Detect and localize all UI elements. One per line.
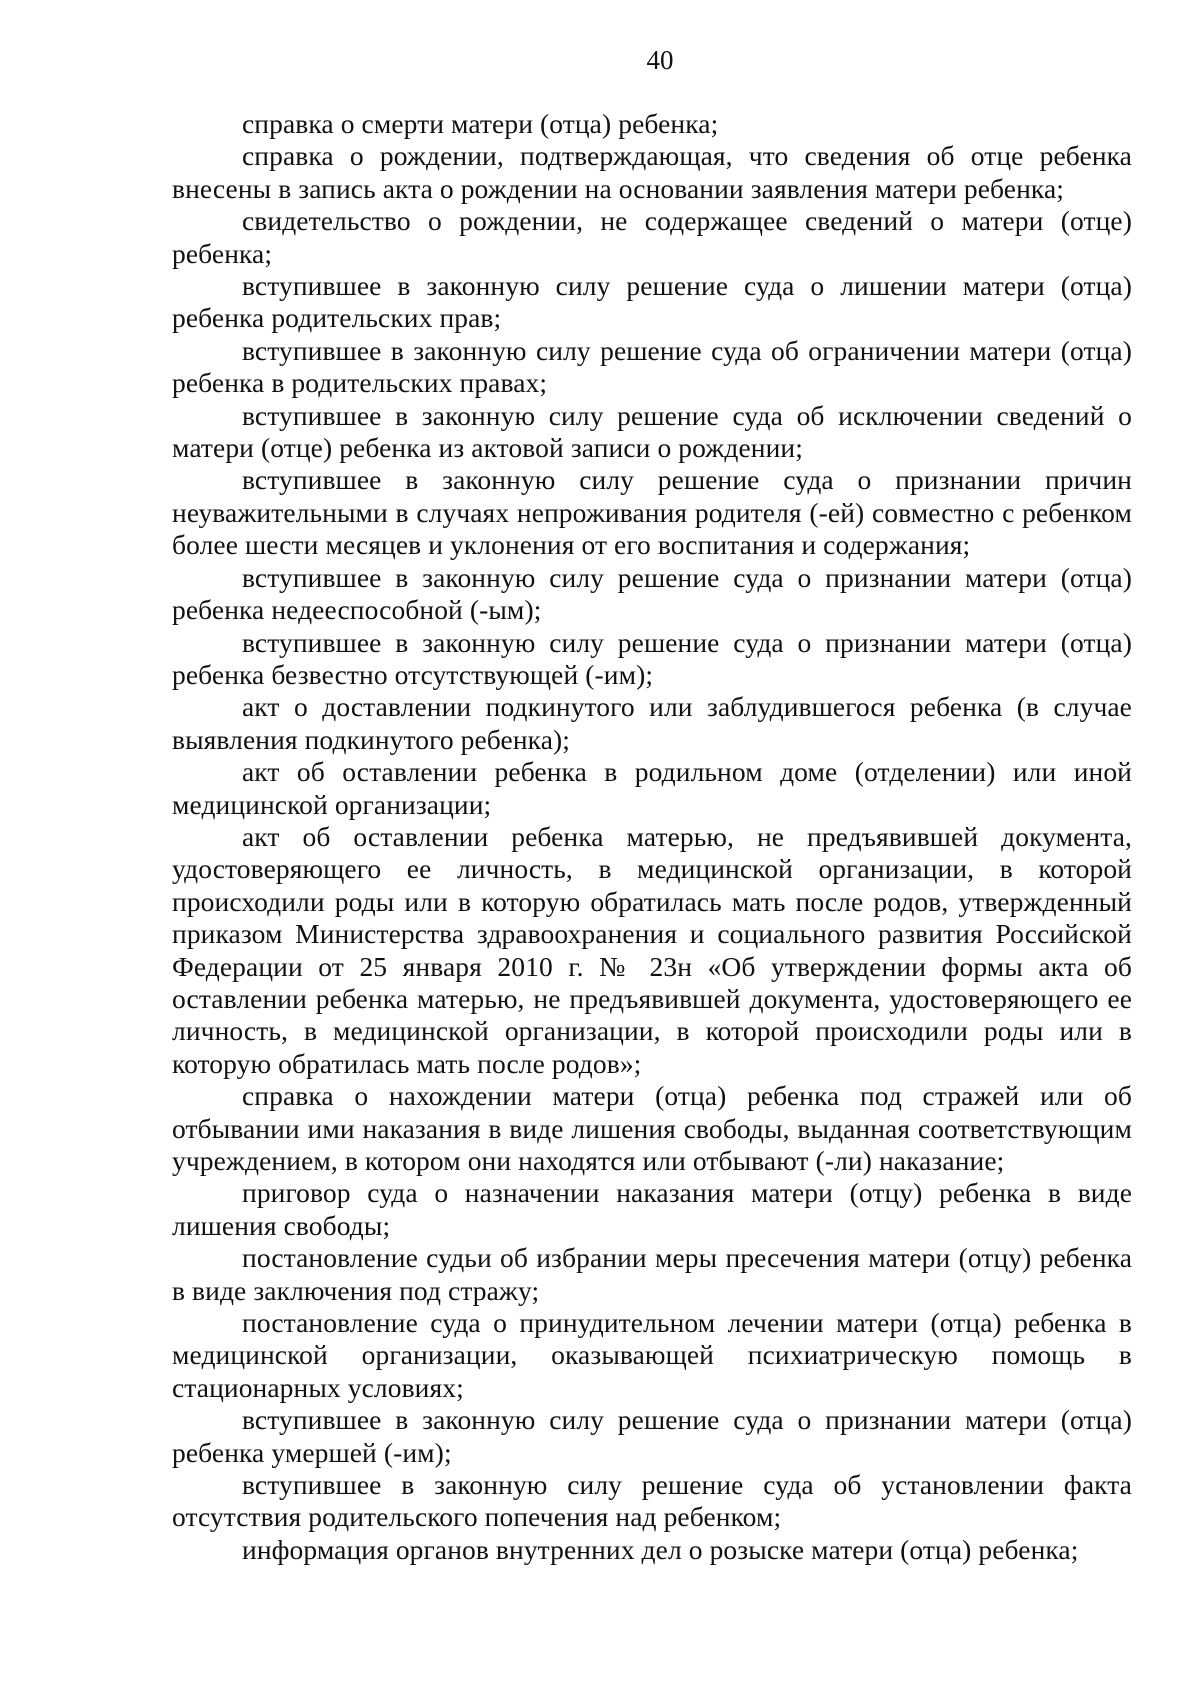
list-item: вступившее в законную силу решение суда о признании матери (отца) ребенка недееспособной (-ым); (172, 561, 1132, 626)
list-item: вступившее в законную силу решение суда о признании матери (отца) ребенка безвестно отсутствующей (-им); (172, 626, 1132, 690)
list-item: вступившее в законную силу решение суда о лишении матери (отца) ребенка родительских прав; (172, 270, 1132, 334)
list-item: информация органов внутренних дел о розыске матери (отца) ребенка; (242, 1533, 1079, 1565)
list-item: вступившее в законную силу решение суда о признании причин неуважительными в случаях непроживания родителя (-ей) совместно с ребенком более шести месяцев и уклонения от его воспитания и содержания; (172, 464, 1132, 561)
list-item: вступившее в законную силу решение суда об установлении факта отсутствия родительского попечения над ребенком; (172, 1469, 1132, 1533)
list-item: приговор суда о назначении наказания матери (отцу) ребенка в виде лишения свободы; (172, 1177, 1132, 1241)
list-item: вступившее в законную силу решение суда о признании матери (отца) ребенка умершей (-им); (172, 1404, 1132, 1468)
list-item: справка о рождении, подтверждающая, что сведения об отце ребенка внесены в запись акта о рождении на основании заявления матери ребенка; (172, 140, 1132, 204)
list-item: акт об оставлении ребенка матерью, не предъявившей документа, удостоверяющего ее личность, в медицинской организации, в которой происходили роды или в которую обратилась мать после родов, утвержденный приказом Министерства здравоохранения и социального развития Российской Федерации от 25 января 2010 г. № 23н «Об утверждении формы акта об оставлении ребенка матерью, не предъявившей документа, удостоверяющего ее личность, в медицинской организации, в которой происходили роды или в которую обратилась мать после родов»; (172, 820, 1132, 1079)
list-item: постановление судьи об избрании меры пресечения матери (отцу) ребенка в виде заключения под стражу; (172, 1242, 1132, 1306)
page-number: 40 (646, 45, 674, 75)
list-item: справка о нахождении матери (отца) ребенка под стражей или об отбывании ими наказания в виде лишения свободы, выданная соответствующим учреждением, в котором они находятся или отбывают (-ли) наказание; (172, 1080, 1132, 1176)
list-item: акт об оставлении ребенка в родильном доме (отделении) или иной медицинской организации; (172, 756, 1132, 820)
list-item: вступившее в законную силу решение суда об исключении сведений о матери (отце) ребенка из актовой записи о рождении; (172, 399, 1132, 464)
list-item: свидетельство о рождении, не содержащее сведений о матери (отце) ребенка; (172, 205, 1132, 269)
document-body (172, 108, 1132, 1566)
list-item: справка о смерти матери (отца) ребенка; (242, 108, 719, 139)
list-item: акт о доставлении подкинутого или заблудившегося ребенка (в случае выявления подкинутого ребенка); (172, 691, 1132, 755)
list-item: вступившее в законную силу решение суда об ограничении матери (отца) ребенка в родительских правах; (172, 334, 1132, 399)
list-item: постановление суда о принудительном лечении матери (отца) ребенка в медицинской организации, оказывающей психиатрическую помощь в стационарных условиях; (172, 1307, 1132, 1403)
